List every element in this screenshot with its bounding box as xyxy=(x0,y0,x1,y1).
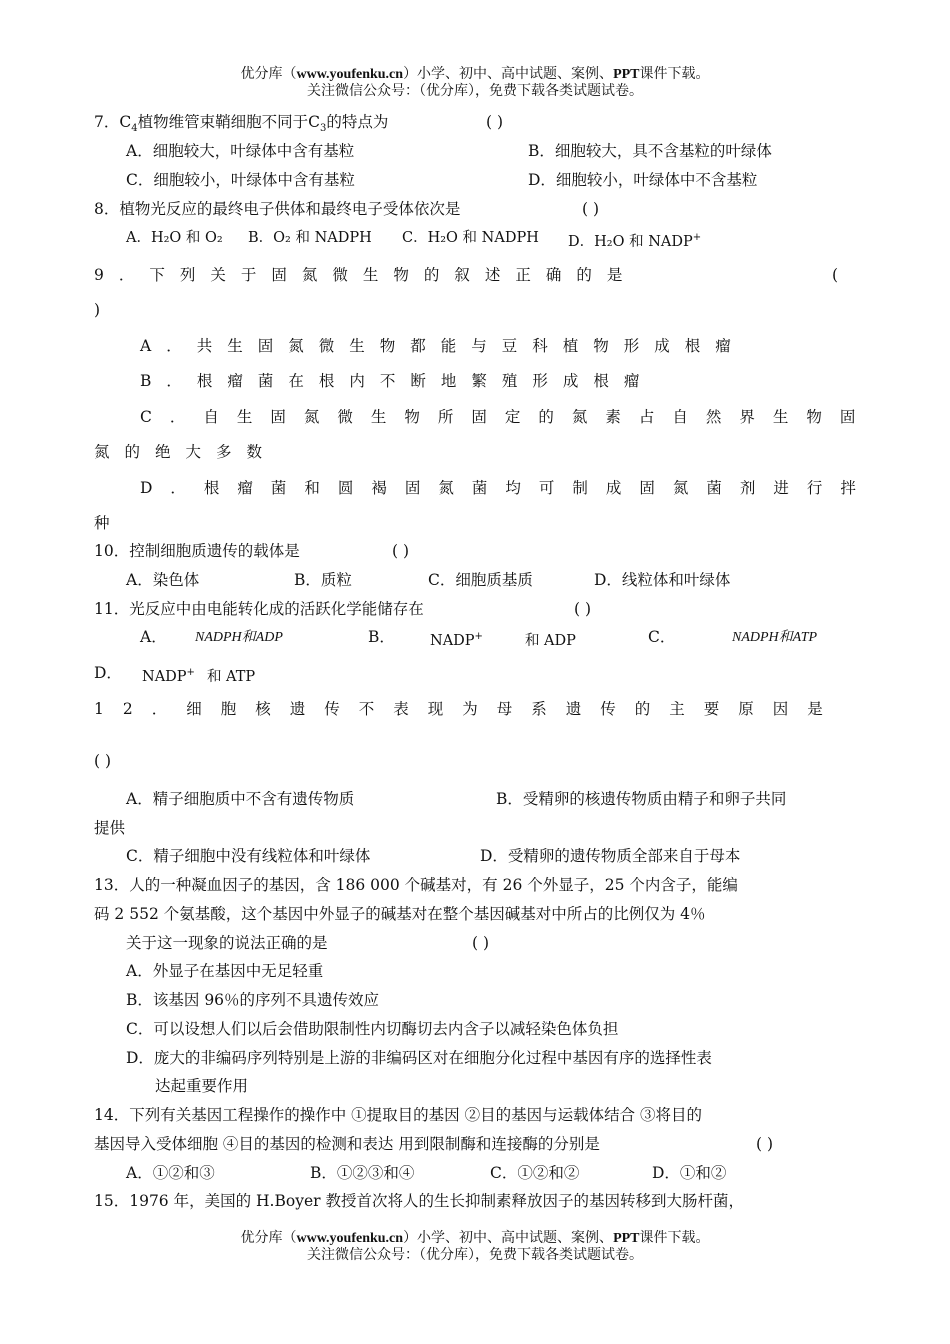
q14-stem-line1: 14．下列有关基因工程操作的操作中 ①提取目的基因 ②目的基因与运载体结合 ③将目的 xyxy=(94,1106,703,1124)
q8-option-a: A．H₂O 和 O₂ xyxy=(126,230,223,246)
q14-option-c: C．①②和② xyxy=(490,1164,580,1182)
q12-option-d: D．受精卵的遗传物质全部来自于母本 xyxy=(480,847,741,865)
q13-option-c: C．可以设想人们以后会借助限制性内切酶切去内含子以减轻染色体负担 xyxy=(126,1020,619,1038)
q10-stem: 10．控制细胞质遗传的载体是 xyxy=(94,542,300,560)
q11-option-c-formula: NADPH和ATP xyxy=(732,630,818,645)
q13-option-a: A．外显子在基因中无足轻重 xyxy=(126,962,324,980)
q13-answer-paren: ( ) xyxy=(472,934,490,952)
q11-option-a-label: A． xyxy=(140,628,167,646)
q11-answer-paren: ( ) xyxy=(574,600,592,618)
q9-option-b: B．根瘤菌在根内不断地繁殖形成根瘤 xyxy=(140,372,655,390)
q11-option-b: NADP+ 和 ADP xyxy=(430,631,576,649)
q9-option-c-line1: C．自生固氮微生物所固定的氮素占自然界生物固 xyxy=(140,408,874,426)
q15-stem-line1: 15．1976 年，美国的 H.Boyer 教授首次将人的生长抑制素释放因子的基因转移到大肠杆菌， xyxy=(94,1192,744,1210)
q10-answer-paren: ( ) xyxy=(392,542,410,560)
q14-stem-line2: 基因导入受体细胞 ④目的基因的检测和表达 用到限制酶和连接酶的分别是 xyxy=(94,1135,600,1153)
q9-stem: 9．下列关于固氮微生物的叙述正确的是 xyxy=(94,266,638,284)
q8-answer-paren: ( ) xyxy=(582,200,600,218)
q10-option-c: C．细胞质基质 xyxy=(428,571,533,589)
page-footer xyxy=(0,1230,950,1264)
q14-option-d: D．①和② xyxy=(652,1164,727,1182)
q12-option-b-line1: B．受精卵的核遗传物质由精子和卵子共同 xyxy=(496,790,787,808)
q9-option-a: A．共生固氮微生物都能与豆科植物形成根瘤 xyxy=(140,337,746,355)
header-line-1: 优分库（www.youfenku.cn）小学、初中、高中试题、案例、PPT课件下载。 xyxy=(240,66,710,82)
q7-stem: 7．$C_4$植物维管束鞘细胞不同于$C_3$的特点为 xyxy=(94,113,389,135)
q14-option-b: B．①②③和④ xyxy=(310,1164,415,1182)
q14-answer-paren: ( ) xyxy=(756,1135,774,1153)
footer-line-2: 关注微信公众号：（优分库），免费下载各类试题试卷。 xyxy=(307,1247,643,1263)
q7-option-c: C．细胞较小，叶绿体中含有基粒 xyxy=(126,171,355,189)
q13-option-d-line2: 达起重要作用 xyxy=(155,1077,249,1095)
q11-option-d: NADP+ 和 ATP xyxy=(142,667,256,685)
q14-option-a: A．①②和③ xyxy=(126,1164,215,1182)
q10-option-b: B．质粒 xyxy=(294,571,352,589)
q9-option-d-line1: D．根瘤菌和圆褐固氮菌均可制成固氮菌剂进行拌 xyxy=(140,479,874,497)
q9-paren-open: ( xyxy=(832,266,839,284)
q11-option-d-label: D． xyxy=(94,664,122,682)
q9-paren-close: ) xyxy=(94,301,101,319)
q13-stem-line1: 13．人的一种凝血因子的基因，含 186 000 个碱基对，有 26 个外显子，25 个内含子，能编 xyxy=(94,876,738,894)
q7-answer-paren: ( ) xyxy=(486,113,504,131)
q7-option-b: B．细胞较大，具不含基粒的叶绿体 xyxy=(528,142,772,160)
q7-option-a: A．细胞较大，叶绿体中含有基粒 xyxy=(126,142,355,160)
q9-option-d-line2: 种 xyxy=(94,514,110,532)
q12-stem: 12．细胞核遗传不表现为母系遗传的主要原因是 xyxy=(94,700,842,718)
q12-answer-paren: ( ) xyxy=(94,752,112,770)
q9-option-c-line2: 氮的绝大多数 xyxy=(94,443,278,461)
q12-option-a: A．精子细胞质中不含有遗传物质 xyxy=(126,790,355,808)
q8-option-c: C．H₂O 和 NADPH xyxy=(402,230,539,246)
q13-stem-line3: 关于这一现象的说法正确的是 xyxy=(126,934,328,952)
q12-option-b-line2: 提供 xyxy=(94,819,126,837)
q11-stem: 11．光反应中由电能转化成的活跃化学能储存在 xyxy=(94,600,424,618)
q8-option-b: B．O₂ 和 NADPH xyxy=(248,230,372,246)
page-header xyxy=(0,66,950,100)
q12-option-c: C．精子细胞中没有线粒体和叶绿体 xyxy=(126,847,371,865)
q13-option-b: B．该基因 96％的序列不具遗传效应 xyxy=(126,991,380,1009)
q10-option-a: A．染色体 xyxy=(126,571,200,589)
q13-stem-line2: 码 2 552 个氨基酸，这个基因中外显子的碱基对在整个基因碱基对中所占的比例仅为 4％ xyxy=(94,905,706,923)
q10-option-d: D．线粒体和叶绿体 xyxy=(594,571,731,589)
footer-line-1: 优分库（www.youfenku.cn）小学、初中、高中试题、案例、PPT课件下载。 xyxy=(240,1230,710,1246)
q11-option-a-formula: NADPH和ADP xyxy=(195,630,283,645)
q8-stem: 8．植物光反应的最终电子供体和最终电子受体依次是 xyxy=(94,200,461,218)
header-line-2: 关注微信公众号：（优分库），免费下载各类试题试卷。 xyxy=(307,83,643,99)
q8-option-d: D．H₂O 和 NADP+ xyxy=(568,232,702,250)
q11-option-c-label: C． xyxy=(648,628,676,646)
q11-option-b-label: B． xyxy=(368,628,395,646)
q13-option-d-line1: D．庞大的非编码序列特别是上游的非编码区对在细胞分化过程中基因有序的选择性表 xyxy=(126,1049,712,1067)
q7-option-d: D．细胞较小，叶绿体中不含基粒 xyxy=(528,171,758,189)
